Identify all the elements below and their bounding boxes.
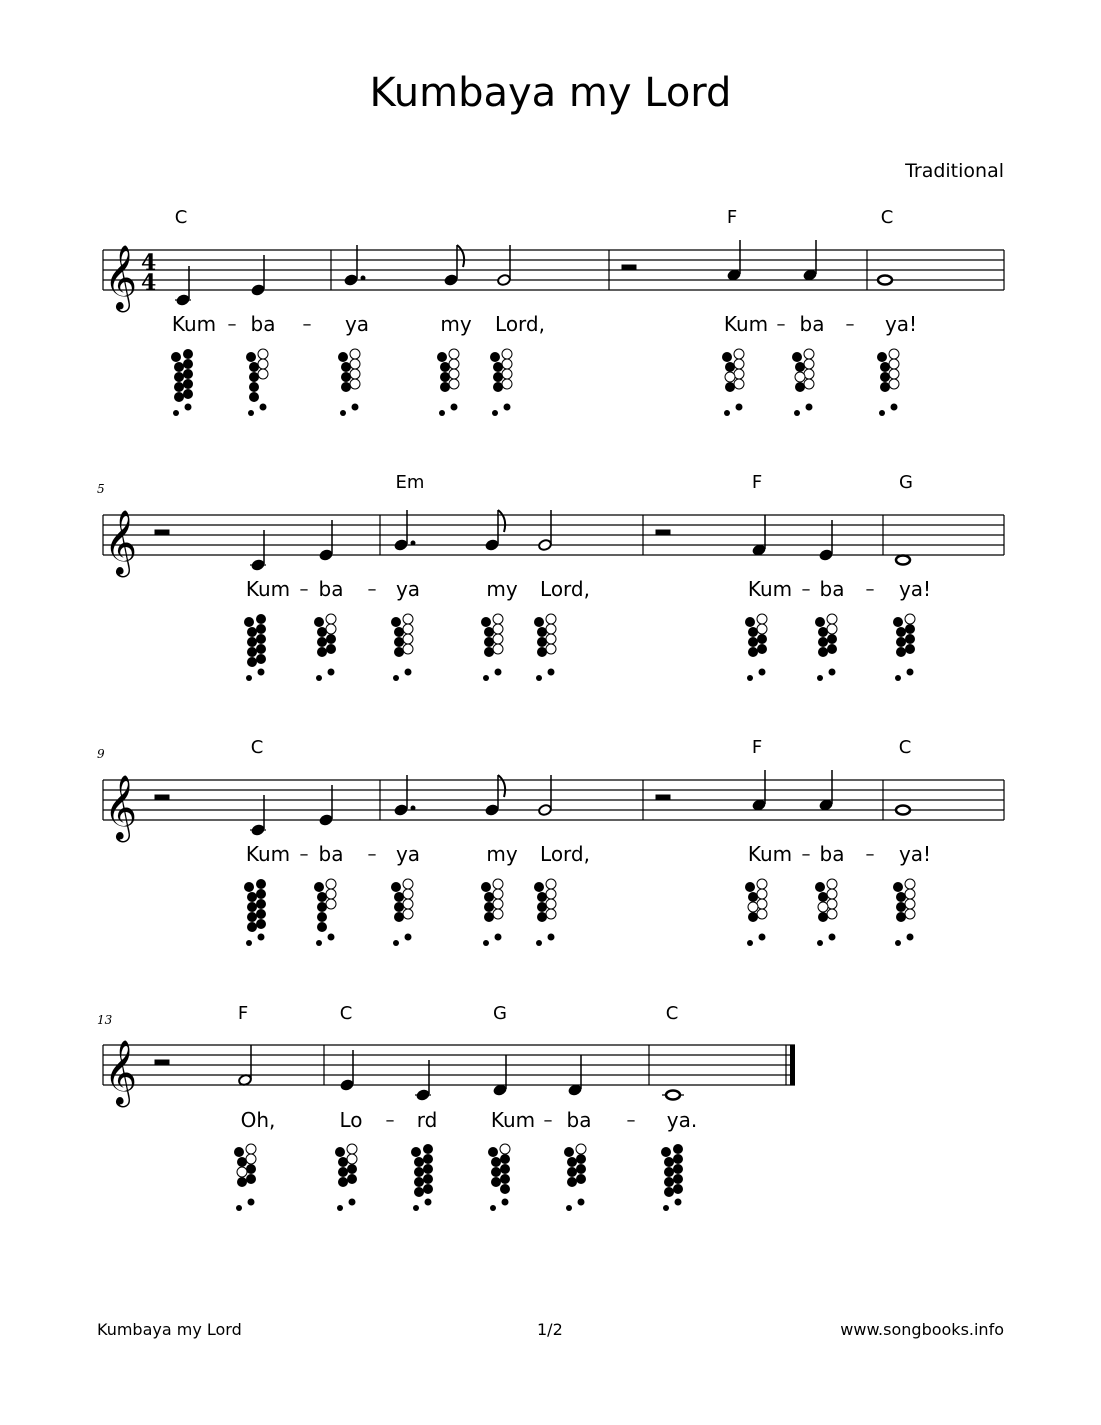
footer-website: www.songbooks.info bbox=[840, 1320, 1004, 1339]
lyric-syllable: ya bbox=[395, 577, 421, 601]
lyric-syllable: Lord, bbox=[540, 577, 590, 601]
lyric-syllable: Kum bbox=[747, 842, 793, 866]
lyric-syllable: ba bbox=[250, 312, 276, 336]
chord-symbol: G bbox=[899, 472, 913, 493]
svg-text:4: 4 bbox=[141, 250, 157, 276]
lyric-syllable: ba bbox=[819, 577, 845, 601]
measure-number: 5 bbox=[97, 482, 105, 496]
composer: Traditional bbox=[905, 160, 1004, 182]
final-barline bbox=[790, 1045, 795, 1085]
lyric-syllable: rd bbox=[416, 1108, 438, 1132]
svg-text:4: 4 bbox=[141, 270, 157, 296]
lyric-syllable: my bbox=[486, 577, 518, 601]
lyric-syllable: ya! bbox=[898, 577, 932, 601]
chord-symbol: F bbox=[751, 737, 763, 758]
lyric-syllable: ba bbox=[318, 842, 344, 866]
chord-symbol: F bbox=[237, 1003, 249, 1024]
chord-symbol: C bbox=[339, 1003, 353, 1024]
lyric-syllable: Lo bbox=[339, 1108, 363, 1132]
lyric-syllable: Lord, bbox=[540, 842, 590, 866]
lyric-syllable: ba bbox=[799, 312, 825, 336]
recorder-fingering-icon bbox=[234, 1144, 683, 1211]
chord-symbol: C bbox=[174, 207, 188, 228]
lyric-syllable: my bbox=[486, 842, 518, 866]
page-number: 1/2 bbox=[537, 1320, 563, 1339]
lyric-syllable: Kum bbox=[245, 577, 291, 601]
treble-clef-icon: 𝄞 bbox=[104, 245, 138, 310]
lyric-syllable: ya! bbox=[898, 842, 932, 866]
chord-symbol: C bbox=[880, 207, 894, 228]
lyric-syllable: Kum bbox=[747, 577, 793, 601]
measure-number: 9 bbox=[97, 747, 105, 761]
lyric-syllable: ya. bbox=[666, 1108, 698, 1132]
footer-title: Kumbaya my Lord bbox=[97, 1320, 242, 1339]
lyric-syllable: Lord, bbox=[495, 312, 545, 336]
lyric-syllable: ya bbox=[344, 312, 370, 336]
treble-clef-icon: 𝄞 bbox=[104, 1040, 138, 1105]
lyric-syllable: ba bbox=[318, 577, 344, 601]
lyric-syllable: ba bbox=[566, 1108, 592, 1132]
treble-clef-icon: 𝄞 bbox=[104, 510, 138, 575]
lyric-syllable: Oh, bbox=[240, 1108, 276, 1132]
lyric-syllable: ya! bbox=[884, 312, 918, 336]
chord-symbol: F bbox=[726, 207, 738, 228]
chord-symbol: C bbox=[898, 737, 912, 758]
chord-symbol: C bbox=[665, 1003, 679, 1024]
lyric-syllable: Kum bbox=[490, 1108, 536, 1132]
lyric-syllable: Kum bbox=[171, 312, 217, 336]
lyric-syllable: Kum bbox=[245, 842, 291, 866]
song-title: Kumbaya my Lord bbox=[369, 70, 732, 116]
lyric-syllable: my bbox=[440, 312, 472, 336]
lyric-syllable: Kum bbox=[723, 312, 769, 336]
lyric-syllable: ba bbox=[819, 842, 845, 866]
chord-symbol: Em bbox=[395, 472, 425, 493]
lyric-syllable: ya bbox=[395, 842, 421, 866]
treble-clef-icon: 𝄞 bbox=[104, 775, 138, 840]
measure-number: 13 bbox=[97, 1013, 113, 1027]
chord-symbol: G bbox=[493, 1003, 507, 1024]
chord-symbol: C bbox=[250, 737, 264, 758]
chord-symbol: F bbox=[751, 472, 763, 493]
